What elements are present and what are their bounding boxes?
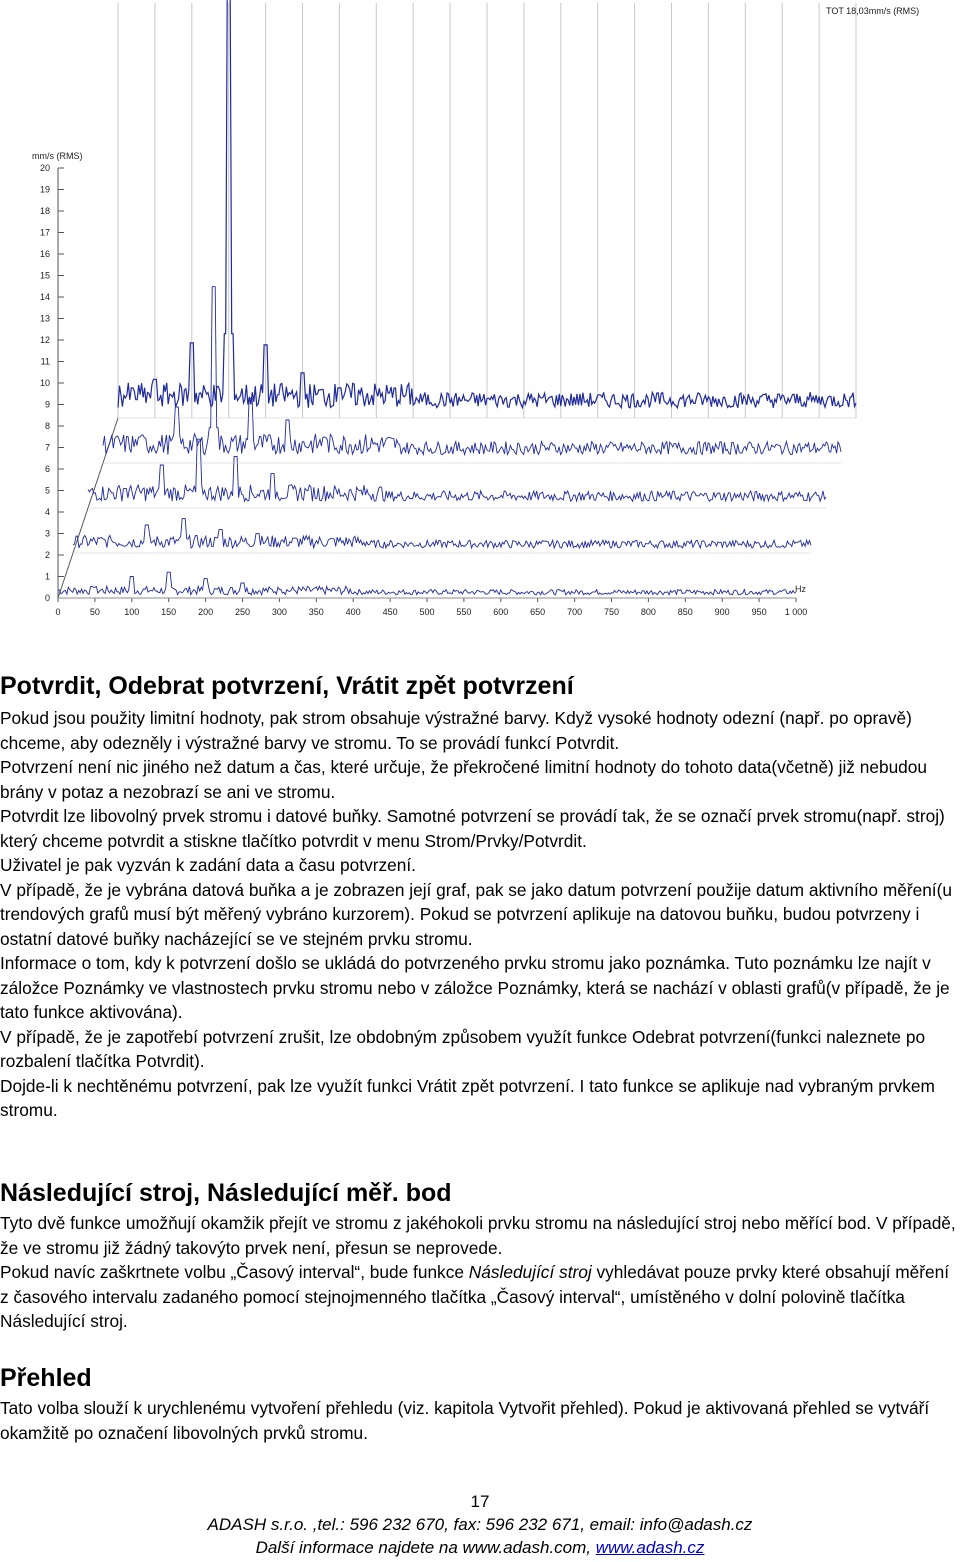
x-tick-label: 50 bbox=[89, 607, 100, 617]
y-tick-label: 16 bbox=[39, 249, 50, 259]
page-footer bbox=[0, 1490, 960, 1559]
section-heading-confirm: Potvrdit, Odebrat potvrzení, Vrátit zpět potvrzení bbox=[0, 672, 574, 700]
y-tick-label: 11 bbox=[40, 356, 50, 367]
emphasis-text: Následující stroj bbox=[468, 1262, 592, 1282]
x-tick-label: 200 bbox=[198, 607, 214, 617]
text-run: vyhledávat pouze prvky které obsahují měření z časového intervalu zadaného pomocí stejnojmenného tlačítka „Časový interval“, umístěného v dolní polovině tlačítka Následující stroj. bbox=[0, 1262, 950, 1331]
x-tick-label: 600 bbox=[493, 607, 509, 617]
x-tick-label: 800 bbox=[640, 607, 656, 617]
y-tick-label: 12 bbox=[39, 335, 50, 345]
waterfall-spectrum-chart bbox=[0, 0, 960, 640]
x-tick-label: 850 bbox=[677, 607, 693, 617]
paragraph: Potvrzení není nic jiného než datum a čas, které určuje, že překročené limitní hodnoty do tohoto data(včetně) již nebudou brány v potaz a nezobrazí se ani ve stromu. bbox=[0, 757, 928, 802]
x-tick-label: 400 bbox=[345, 607, 361, 617]
y-tick-label: 18 bbox=[39, 206, 50, 216]
spectrum-trace bbox=[103, 287, 841, 455]
x-tick-label: 700 bbox=[567, 607, 583, 617]
document-body bbox=[0, 668, 960, 1123]
y-tick-label: 20 bbox=[39, 163, 50, 173]
section-heading-overview: Přehled bbox=[0, 1364, 92, 1392]
chart-series bbox=[58, 0, 856, 598]
y-tick-label: 5 bbox=[44, 485, 50, 496]
y-tick-label: 14 bbox=[39, 292, 50, 302]
website-link[interactable]: www.adash.cz bbox=[595, 1538, 705, 1557]
page-number: 17 bbox=[470, 1492, 490, 1511]
x-axis-label: Hz bbox=[795, 584, 806, 594]
x-tick-label: 950 bbox=[751, 607, 767, 617]
paragraph bbox=[0, 1260, 960, 1334]
y-tick-label: 9 bbox=[44, 399, 50, 410]
paragraph: Dojde-li k nechtěnému potvrzení, pak lze využít funkci Vrátit zpět potvrzení. I tato funkce se aplikuje nad vybraným prvkem stromu. bbox=[0, 1075, 935, 1120]
text-run: Pokud navíc zaškrtnete volbu „Časový interval“, bude funkce bbox=[0, 1262, 469, 1282]
x-tick-label: 450 bbox=[382, 607, 398, 617]
x-tick-label: 300 bbox=[271, 607, 287, 617]
y-tick-label: 8 bbox=[44, 421, 50, 431]
section-next-machine bbox=[0, 1175, 960, 1334]
footer-links-text: Další informace najdete na www.adash.com, bbox=[255, 1538, 596, 1557]
y-tick-label: 10 bbox=[39, 378, 50, 388]
x-tick-label: 250 bbox=[234, 607, 251, 617]
spectrum-trace bbox=[58, 572, 796, 595]
paragraph: V případě, že je zapotřebí potvrzení zrušit, lze obdobným způsobem využít funkce Odebrat potvrzení(funkci naleznete po rozbalení tlačítka Potvrdit). bbox=[0, 1026, 926, 1071]
paragraph: Tato volba slouží k urychlenému vytvoření přehledu (viz. kapitola Vytvořit přehled). Pokud je aktivovaná přehled se vytváří okamžitě po označení libovolných prvků stromu. bbox=[0, 1398, 930, 1443]
y-tick-label: 0 bbox=[44, 593, 50, 603]
x-tick-label: 550 bbox=[456, 607, 472, 617]
x-tick-label: 0 bbox=[55, 607, 61, 617]
footer-contact: ADASH s.r.o. ,tel.: 596 232 670, fax: 596 232 671, email: info@adash.cz bbox=[207, 1515, 753, 1534]
y-tick-label: 17 bbox=[39, 227, 50, 238]
x-tick-label: 150 bbox=[161, 607, 177, 617]
footer-links bbox=[0, 1536, 960, 1559]
section-heading-next: Následující stroj, Následující měř. bod bbox=[0, 1179, 452, 1207]
x-tick-label: 500 bbox=[419, 607, 435, 617]
x-tick-label: 350 bbox=[308, 607, 324, 617]
y-tick-label: 2 bbox=[44, 550, 50, 560]
y-tick-label: 6 bbox=[44, 464, 50, 474]
x-tick-label: 100 bbox=[124, 607, 140, 617]
paragraph: Potvrdit lze libovolný prvek stromu i datové buňky. Samotné potvrzení se provádí tak, že se označí prvek stromu(např. stroj) který chceme potvrdit a stiskne tlačítko potvrdit v menu Strom/Prvky/Potvrdit. bbox=[0, 806, 945, 851]
paragraph: V případě, že je vybrána datová buňka a je zobrazen její graf, pak se jako datum potvrzení použije datum aktivního měření(u trendových grafů musí být měřený vybráno kurzorem). Pokud se potvrzení aplikuje na datovou buňku, budou potvrzeny i ostatní datové buňky nacházející se ve stejném prvku stromu. bbox=[0, 879, 952, 949]
y-tick-label: 1 bbox=[44, 571, 50, 582]
paragraph: Uživatel je pak vyzván k zadání data a času potvrzení. bbox=[0, 855, 416, 875]
y-axis-label: mm/s (RMS) bbox=[32, 151, 83, 161]
chart-title: TOT 18,03mm/s (RMS) bbox=[826, 6, 920, 16]
chart-grid bbox=[118, 3, 856, 418]
paragraph: Tyto dvě funkce umožňují okamžik přejít ve stromu z jakéhokoli prvku stromu na následující stroj nebo měřící bod. V případě, že ve stromu již žádný takovýto prvek není, přesun se neprovede. bbox=[0, 1213, 956, 1258]
spectrum-trace bbox=[73, 519, 811, 548]
section-overview bbox=[0, 1360, 960, 1445]
x-tick-label: 900 bbox=[714, 607, 730, 617]
y-tick-label: 13 bbox=[39, 313, 50, 324]
y-tick-label: 15 bbox=[39, 270, 50, 281]
x-tick-label: 750 bbox=[603, 607, 620, 617]
y-tick-label: 3 bbox=[44, 528, 50, 539]
y-tick-label: 7 bbox=[44, 442, 50, 453]
paragraph: Informace o tom, kdy k potvrzení došlo se ukládá do potvrzeného prvku stromu jako poznámka. Tuto poznámku lze najít v záložce Poznámky ve vlastnostech prvku stromu nebo v záložce Poznámky, která se nachází v oblasti grafů(v případě, že je tato funkce aktivována). bbox=[0, 953, 950, 1022]
paragraph: Pokud jsou použity limitní hodnoty, pak strom obsahuje výstražné barvy. Když vysoké hodnoty odezní (např. po opravě) chceme, aby odezněly i výstražné barvy ve stromu. To se provádí funkcí Potvrdit. bbox=[0, 708, 912, 753]
x-tick-label: 650 bbox=[530, 607, 546, 617]
y-tick-label: 19 bbox=[39, 184, 50, 195]
x-tick-label: 1 000 bbox=[784, 607, 808, 617]
y-tick-label: 4 bbox=[44, 507, 50, 517]
